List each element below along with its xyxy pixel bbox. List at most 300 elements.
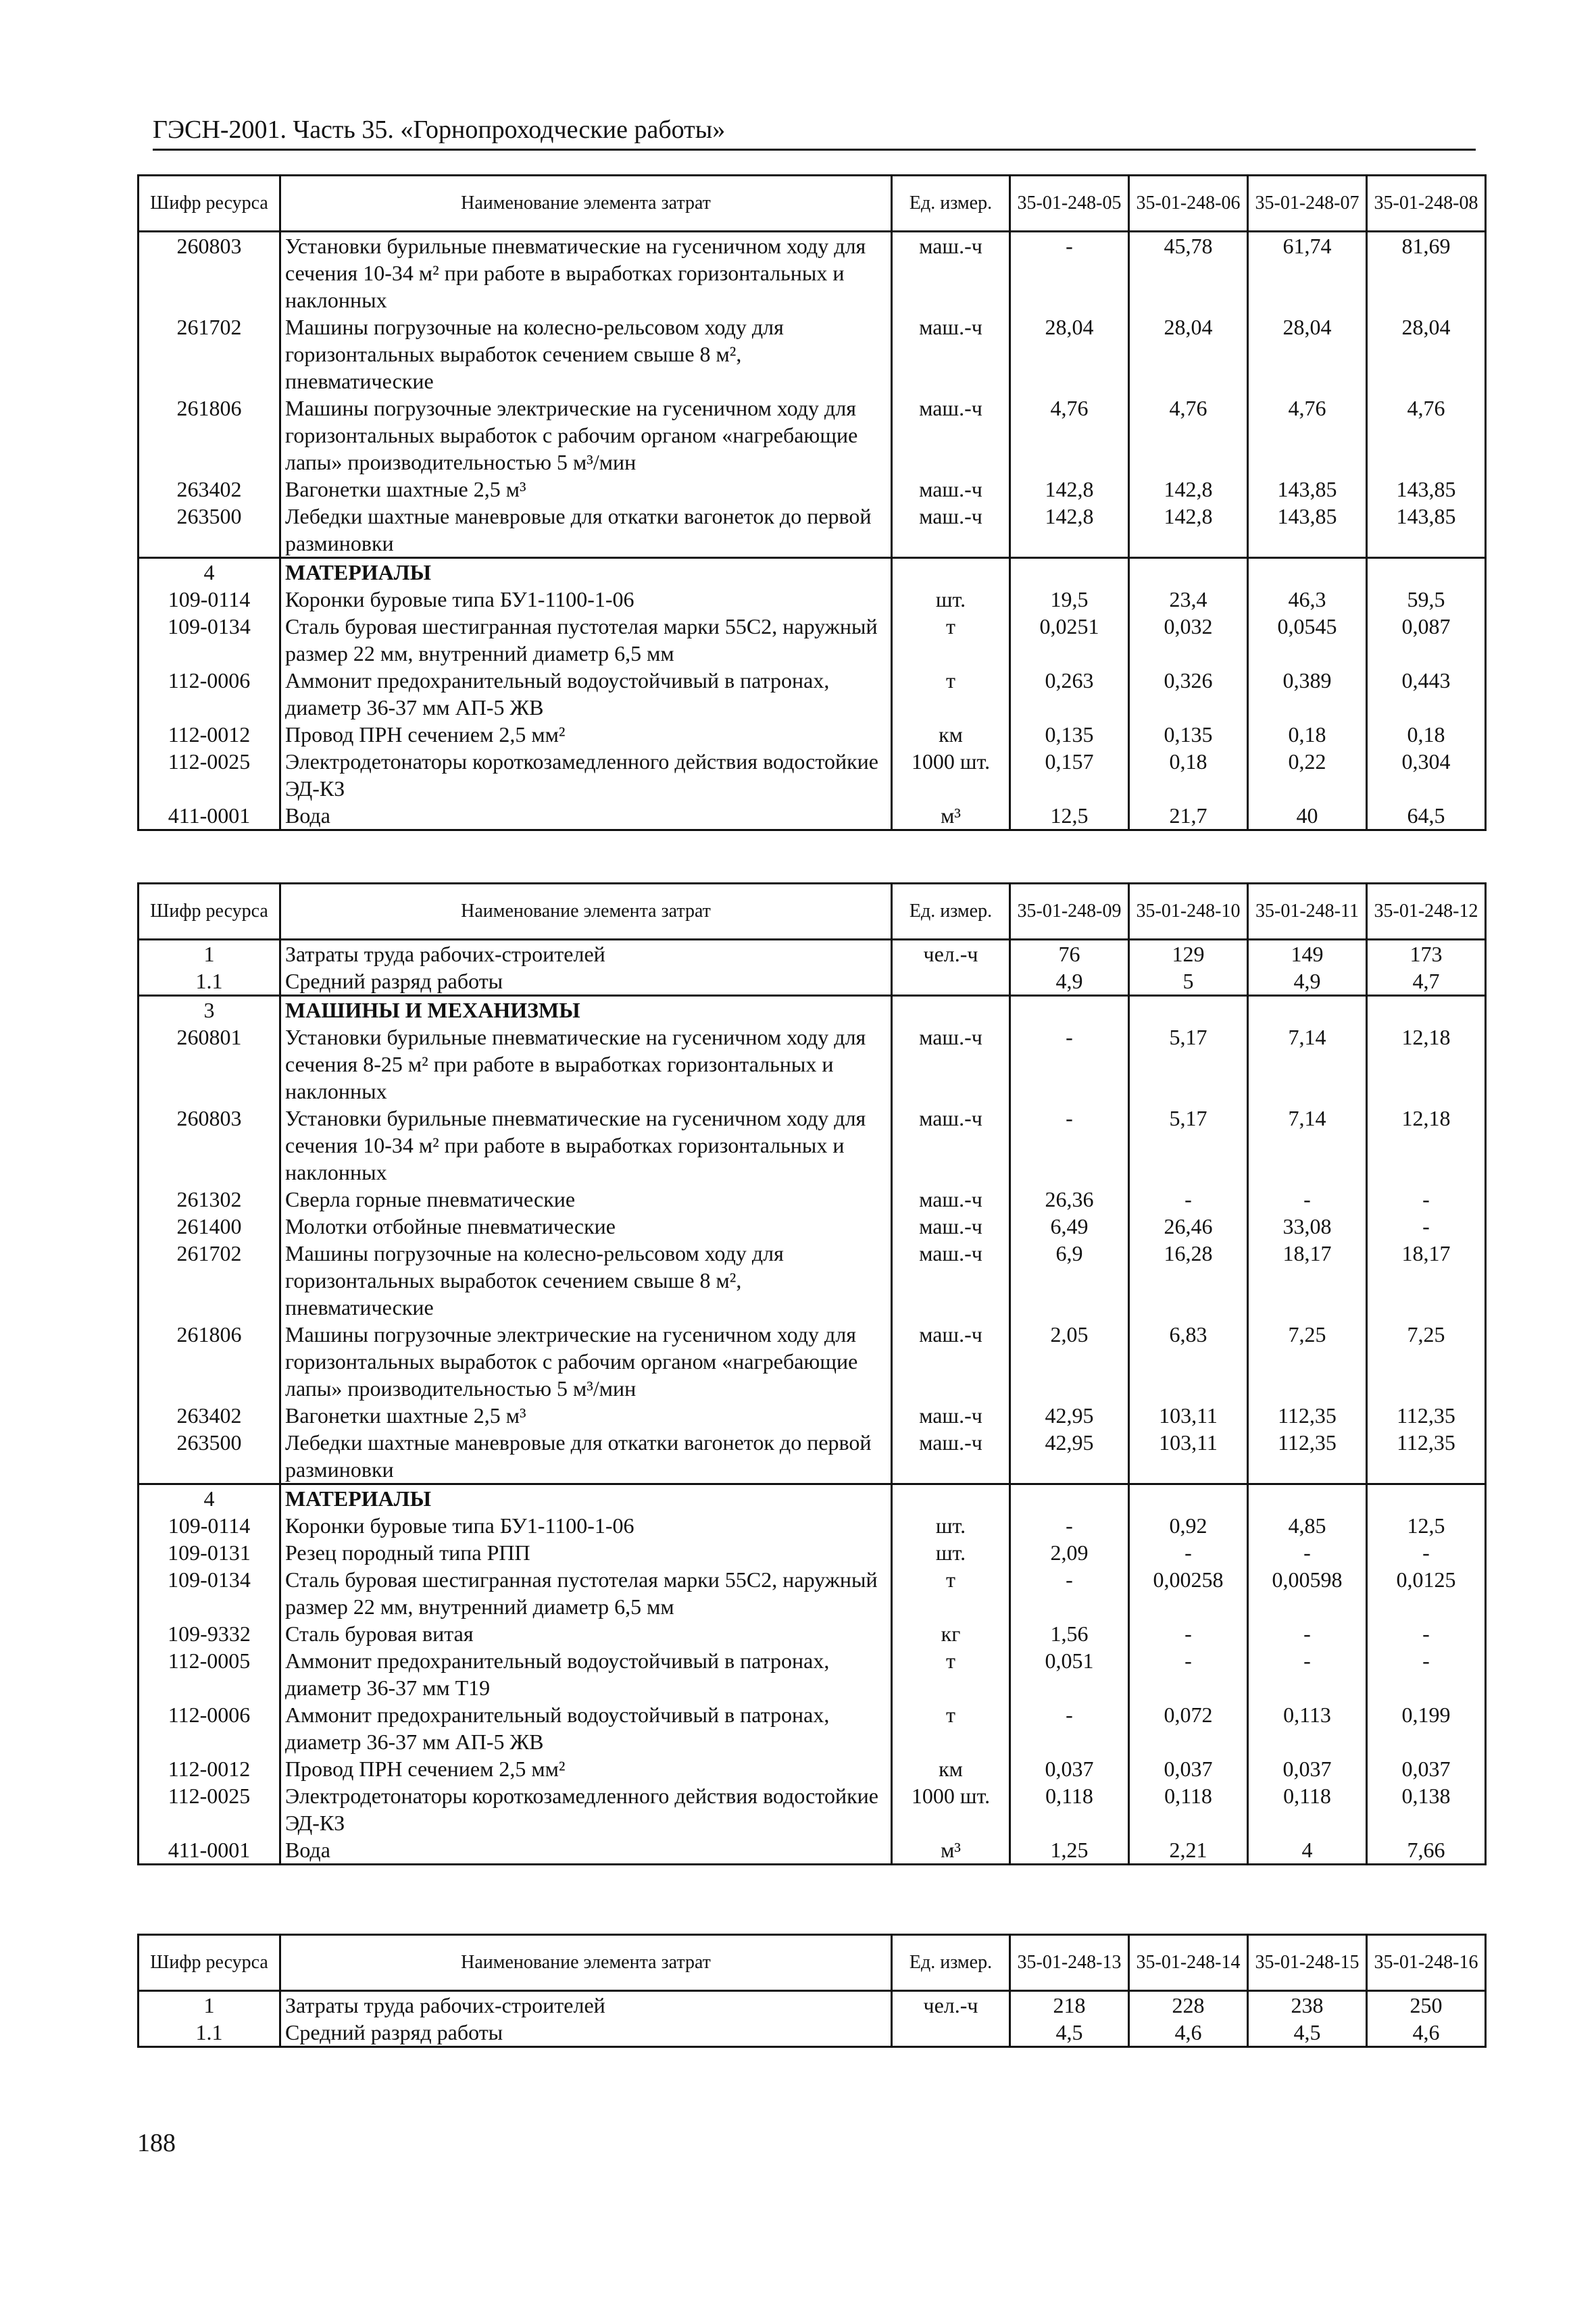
value-cell: 0,00258	[1129, 1566, 1248, 1620]
value-cell: 0,072	[1129, 1701, 1248, 1755]
value-cell: 19,5	[1010, 586, 1129, 613]
value-cell: 0,18	[1129, 748, 1248, 802]
resource-code: 261702	[139, 1240, 280, 1321]
value-cell	[1367, 1484, 1486, 1513]
value-cell: -	[1367, 1647, 1486, 1701]
value-cell: 7,66	[1367, 1836, 1486, 1865]
section-title: МАШИНЫ И МЕХАНИЗМЫ	[280, 996, 892, 1024]
header-norm-code: 35-01-248-10	[1129, 884, 1248, 940]
table-row	[139, 721, 1486, 748]
unit-cell: т	[892, 1701, 1010, 1755]
value-cell: 0,113	[1248, 1701, 1367, 1755]
resource-name: Электродетонаторы короткозамедленного действия водостойкие ЭД-КЗ	[280, 748, 892, 802]
unit-cell: чел.-ч	[892, 940, 1010, 968]
resource-code: 260801	[139, 1024, 280, 1105]
value-cell: 28,04	[1248, 313, 1367, 395]
value-cell: 143,85	[1367, 503, 1486, 558]
resource-name: Установки бурильные пневматические на гусеничном ходу для сечения 10-34 м² при работе в выработках горизонтальных и наклонных	[280, 1105, 892, 1186]
resource-name: Лебедки шахтные маневровые для откатки вагонеток до первой разминовки	[280, 1429, 892, 1484]
resource-name: Аммонит предохранительный водоустойчивый в патронах, диаметр 36-37 мм АП-5 ЖВ	[280, 667, 892, 721]
value-cell: 1,25	[1010, 1836, 1129, 1865]
resource-code: 112-0025	[139, 1782, 280, 1836]
resource-name: Вагонетки шахтные 2,5 м³	[280, 1402, 892, 1429]
value-cell: 4,5	[1248, 2019, 1367, 2047]
unit-cell: шт.	[892, 1512, 1010, 1539]
value-cell	[1248, 996, 1367, 1024]
value-cell: -	[1010, 1512, 1129, 1539]
value-cell: 4,7	[1367, 967, 1486, 996]
resource-name: Затраты труда рабочих-строителей	[280, 940, 892, 968]
value-cell: 112,35	[1248, 1429, 1367, 1484]
table-row	[139, 1186, 1486, 1213]
value-cell: 0,199	[1367, 1701, 1486, 1755]
resource-code: 261302	[139, 1186, 280, 1213]
value-cell	[1129, 558, 1248, 586]
resource-table-2	[137, 882, 1487, 1865]
value-cell: 2,09	[1010, 1539, 1129, 1566]
unit-cell	[892, 558, 1010, 586]
table-row	[139, 967, 1486, 996]
table-header-row	[139, 176, 1486, 232]
resource-code: 4	[139, 1484, 280, 1513]
resource-name: Аммонит предохранительный водоустойчивый в патронах, диаметр 36-37 мм АП-5 ЖВ	[280, 1701, 892, 1755]
value-cell: 59,5	[1367, 586, 1486, 613]
value-cell: 7,14	[1248, 1105, 1367, 1186]
value-cell: 4,76	[1367, 395, 1486, 476]
value-cell: -	[1010, 232, 1129, 314]
value-cell: -	[1010, 1105, 1129, 1186]
value-cell: 0,304	[1367, 748, 1486, 802]
unit-cell: маш.-ч	[892, 1429, 1010, 1484]
header-code: Шифр ресурса	[139, 1935, 280, 1991]
value-cell: 5,17	[1129, 1105, 1248, 1186]
resource-name: Машины погрузочные на колесно-рельсовом ходу для горизонтальных выработок сечением свыше 8 м², пневматические	[280, 1240, 892, 1321]
resource-code: 1	[139, 940, 280, 968]
value-cell: 103,11	[1129, 1429, 1248, 1484]
table-row	[139, 1539, 1486, 1566]
resource-code: 263402	[139, 476, 280, 503]
value-cell: 0,037	[1367, 1755, 1486, 1782]
unit-cell: км	[892, 1755, 1010, 1782]
unit-cell: 1000 шт.	[892, 748, 1010, 802]
unit-cell: т	[892, 613, 1010, 667]
unit-cell: шт.	[892, 586, 1010, 613]
value-cell: 2,21	[1129, 1836, 1248, 1865]
value-cell: 6,83	[1129, 1321, 1248, 1402]
table-row	[139, 313, 1486, 395]
resource-name: Средний разряд работы	[280, 2019, 892, 2047]
header-norm-code: 35-01-248-12	[1367, 884, 1486, 940]
value-cell: 0,443	[1367, 667, 1486, 721]
unit-cell: т	[892, 667, 1010, 721]
value-cell: 112,35	[1367, 1429, 1486, 1484]
value-cell: 18,17	[1367, 1240, 1486, 1321]
resource-code: 112-0025	[139, 748, 280, 802]
value-cell: 142,8	[1010, 476, 1129, 503]
unit-cell: маш.-ч	[892, 313, 1010, 395]
table-row	[139, 613, 1486, 667]
value-cell: 0,0125	[1367, 1566, 1486, 1620]
value-cell: 238	[1248, 1991, 1367, 2019]
value-cell: 0,18	[1248, 721, 1367, 748]
value-cell: -	[1129, 1647, 1248, 1701]
table-row	[139, 586, 1486, 613]
value-cell: 0,92	[1129, 1512, 1248, 1539]
header-unit: Ед. измер.	[892, 1935, 1010, 1991]
header-unit: Ед. измер.	[892, 884, 1010, 940]
value-cell: 0,087	[1367, 613, 1486, 667]
resource-name: Лебедки шахтные маневровые для откатки вагонеток до первой разминовки	[280, 503, 892, 558]
resource-code: 109-0114	[139, 586, 280, 613]
header-name: Наименование элемента затрат	[280, 884, 892, 940]
resource-name: Провод ПРН сечением 2,5 мм²	[280, 1755, 892, 1782]
value-cell: 173	[1367, 940, 1486, 968]
resource-code: 1.1	[139, 967, 280, 996]
value-cell: 0,037	[1248, 1755, 1367, 1782]
value-cell: 129	[1129, 940, 1248, 968]
value-cell	[1248, 1484, 1367, 1513]
value-cell: 228	[1129, 1991, 1248, 2019]
value-cell: 143,85	[1248, 503, 1367, 558]
value-cell: 0,22	[1248, 748, 1367, 802]
section-row	[139, 558, 1486, 586]
value-cell: 46,3	[1248, 586, 1367, 613]
resource-name: Сверла горные пневматические	[280, 1186, 892, 1213]
resource-code: 112-0012	[139, 1755, 280, 1782]
value-cell: 218	[1010, 1991, 1129, 2019]
value-cell: -	[1248, 1620, 1367, 1647]
value-cell: 4	[1248, 1836, 1367, 1865]
value-cell: -	[1248, 1647, 1367, 1701]
resource-name: Аммонит предохранительный водоустойчивый в патронах, диаметр 36-37 мм Т19	[280, 1647, 892, 1701]
value-cell	[1129, 1484, 1248, 1513]
value-cell: 28,04	[1367, 313, 1486, 395]
resource-code: 1.1	[139, 2019, 280, 2047]
unit-cell: т	[892, 1566, 1010, 1620]
value-cell	[1129, 996, 1248, 1024]
table-row	[139, 1836, 1486, 1865]
table-row	[139, 1402, 1486, 1429]
resource-name: Вода	[280, 802, 892, 830]
value-cell: 143,85	[1367, 476, 1486, 503]
table-row	[139, 1755, 1486, 1782]
value-cell: 64,5	[1367, 802, 1486, 830]
value-cell: 0,263	[1010, 667, 1129, 721]
resource-name: Машины погрузочные электрические на гусеничном ходу для горизонтальных выработок с рабочим органом «нагребающие лапы» производительностью 5 м³/мин	[280, 1321, 892, 1402]
table-header-row	[139, 884, 1486, 940]
resource-name: Вагонетки шахтные 2,5 м³	[280, 476, 892, 503]
unit-cell: маш.-ч	[892, 395, 1010, 476]
value-cell: -	[1248, 1539, 1367, 1566]
resource-code: 109-0131	[139, 1539, 280, 1566]
unit-cell	[892, 967, 1010, 996]
table-row	[139, 1213, 1486, 1240]
table-row	[139, 1024, 1486, 1105]
value-cell: 12,5	[1367, 1512, 1486, 1539]
value-cell: 7,25	[1367, 1321, 1486, 1402]
value-cell: 0,037	[1129, 1755, 1248, 1782]
value-cell: 28,04	[1129, 313, 1248, 395]
unit-cell: маш.-ч	[892, 1105, 1010, 1186]
header-name: Наименование элемента затрат	[280, 176, 892, 232]
resource-code: 112-0012	[139, 721, 280, 748]
header-norm-code: 35-01-248-15	[1248, 1935, 1367, 1991]
page-number: 188	[137, 2129, 176, 2157]
resource-code: 263402	[139, 1402, 280, 1429]
value-cell: 12,18	[1367, 1024, 1486, 1105]
resource-name: Установки бурильные пневматические на гусеничном ходу для сечения 10-34 м² при работе в выработках горизонтальных и наклонных	[280, 232, 892, 314]
value-cell: 142,8	[1010, 503, 1129, 558]
value-cell: 12,5	[1010, 802, 1129, 830]
table-row	[139, 1429, 1486, 1484]
value-cell: -	[1129, 1186, 1248, 1213]
unit-cell: маш.-ч	[892, 1402, 1010, 1429]
table-row	[139, 940, 1486, 968]
value-cell: -	[1010, 1701, 1129, 1755]
resource-name: Машины погрузочные электрические на гусеничном ходу для горизонтальных выработок с рабочим органом «нагребающие лапы» производительностью 5 м³/мин	[280, 395, 892, 476]
unit-cell: кг	[892, 1620, 1010, 1647]
header-norm-code: 35-01-248-07	[1248, 176, 1367, 232]
resource-name: Затраты труда рабочих-строителей	[280, 1991, 892, 2019]
table-row	[139, 1782, 1486, 1836]
value-cell	[1010, 996, 1129, 1024]
value-cell: 0,157	[1010, 748, 1129, 802]
value-cell: -	[1010, 1024, 1129, 1105]
table-row	[139, 1701, 1486, 1755]
unit-cell: маш.-ч	[892, 476, 1010, 503]
resource-code: 4	[139, 558, 280, 586]
value-cell: 4,76	[1129, 395, 1248, 476]
table-row	[139, 802, 1486, 830]
value-cell: 4,9	[1010, 967, 1129, 996]
value-cell: 5,17	[1129, 1024, 1248, 1105]
section-title: МАТЕРИАЛЫ	[280, 558, 892, 586]
value-cell: 4,5	[1010, 2019, 1129, 2047]
page-header: ГЭСН-2001. Часть 35. «Горнопроходческие работы»	[153, 115, 1476, 151]
value-cell: 0,118	[1010, 1782, 1129, 1836]
resource-name: Вода	[280, 1836, 892, 1865]
value-cell: 0,00598	[1248, 1566, 1367, 1620]
value-cell: -	[1367, 1186, 1486, 1213]
resource-name: Машины погрузочные на колесно-рельсовом ходу для горизонтальных выработок сечением свыше 8 м², пневматические	[280, 313, 892, 395]
resource-code: 261806	[139, 395, 280, 476]
unit-cell: маш.-ч	[892, 503, 1010, 558]
value-cell: 45,78	[1129, 232, 1248, 314]
value-cell: 0,0251	[1010, 613, 1129, 667]
resource-name: Сталь буровая шестигранная пустотелая марки 55С2, наружный размер 22 мм, внутренний диаметр 6,5 мм	[280, 613, 892, 667]
value-cell: 40	[1248, 802, 1367, 830]
resource-code: 109-0114	[139, 1512, 280, 1539]
value-cell: 0,389	[1248, 667, 1367, 721]
value-cell: 4,6	[1367, 2019, 1486, 2047]
value-cell: 0,326	[1129, 667, 1248, 721]
section-row	[139, 1484, 1486, 1513]
unit-cell: шт.	[892, 1539, 1010, 1566]
value-cell: 0,135	[1129, 721, 1248, 748]
resource-code: 109-9332	[139, 1620, 280, 1647]
unit-cell	[892, 1484, 1010, 1513]
resource-code: 260803	[139, 232, 280, 314]
value-cell: 12,18	[1367, 1105, 1486, 1186]
value-cell: -	[1367, 1539, 1486, 1566]
value-cell: 142,8	[1129, 476, 1248, 503]
value-cell: 61,74	[1248, 232, 1367, 314]
table-row	[139, 1566, 1486, 1620]
resource-code: 1	[139, 1991, 280, 2019]
value-cell: 1,56	[1010, 1620, 1129, 1647]
header-code: Шифр ресурса	[139, 884, 280, 940]
value-cell: 5	[1129, 967, 1248, 996]
value-cell: 250	[1367, 1991, 1486, 2019]
table-row	[139, 476, 1486, 503]
resource-name: Установки бурильные пневматические на гусеничном ходу для сечения 8-25 м² при работе в выработках горизонтальных и наклонных	[280, 1024, 892, 1105]
resource-code: 3	[139, 996, 280, 1024]
resource-code: 109-0134	[139, 613, 280, 667]
resource-name: Электродетонаторы короткозамедленного действия водостойкие ЭД-КЗ	[280, 1782, 892, 1836]
value-cell: 149	[1248, 940, 1367, 968]
resource-code: 261806	[139, 1321, 280, 1402]
value-cell: 0,037	[1010, 1755, 1129, 1782]
table-row	[139, 232, 1486, 314]
unit-cell: маш.-ч	[892, 1240, 1010, 1321]
table-row	[139, 667, 1486, 721]
table-header-row	[139, 1935, 1486, 1991]
resource-name: Коронки буровые типа БУ1-1100-1-06	[280, 586, 892, 613]
section-row	[139, 996, 1486, 1024]
resource-code: 112-0005	[139, 1647, 280, 1701]
value-cell: 0,18	[1367, 721, 1486, 748]
value-cell: 103,11	[1129, 1402, 1248, 1429]
value-cell	[1010, 1484, 1129, 1513]
value-cell: -	[1248, 1186, 1367, 1213]
table-row	[139, 503, 1486, 558]
value-cell: 142,8	[1129, 503, 1248, 558]
resource-code: 260803	[139, 1105, 280, 1186]
value-cell: 4,85	[1248, 1512, 1367, 1539]
value-cell: -	[1010, 1566, 1129, 1620]
value-cell: 23,4	[1129, 586, 1248, 613]
value-cell: 4,9	[1248, 967, 1367, 996]
header-norm-code: 35-01-248-09	[1010, 884, 1129, 940]
value-cell: 6,9	[1010, 1240, 1129, 1321]
unit-cell: маш.-ч	[892, 1024, 1010, 1105]
resource-name: Провод ПРН сечением 2,5 мм²	[280, 721, 892, 748]
value-cell: 28,04	[1010, 313, 1129, 395]
value-cell: 76	[1010, 940, 1129, 968]
value-cell: 6,49	[1010, 1213, 1129, 1240]
resource-code: 112-0006	[139, 667, 280, 721]
value-cell: 0,135	[1010, 721, 1129, 748]
value-cell: 0,051	[1010, 1647, 1129, 1701]
value-cell: 7,14	[1248, 1024, 1367, 1105]
resource-table-3	[137, 1934, 1487, 2048]
header-norm-code: 35-01-248-08	[1367, 176, 1486, 232]
value-cell: 112,35	[1248, 1402, 1367, 1429]
header-norm-code: 35-01-248-06	[1129, 176, 1248, 232]
value-cell: 2,05	[1010, 1321, 1129, 1402]
resource-name: Средний разряд работы	[280, 967, 892, 996]
value-cell: 26,46	[1129, 1213, 1248, 1240]
value-cell: 0,118	[1129, 1782, 1248, 1836]
unit-cell	[892, 996, 1010, 1024]
resource-code: 261400	[139, 1213, 280, 1240]
table-row	[139, 1647, 1486, 1701]
resource-code: 263500	[139, 503, 280, 558]
value-cell: -	[1367, 1213, 1486, 1240]
value-cell: 143,85	[1248, 476, 1367, 503]
unit-cell: маш.-ч	[892, 1321, 1010, 1402]
value-cell: 42,95	[1010, 1429, 1129, 1484]
value-cell: -	[1129, 1620, 1248, 1647]
header-name: Наименование элемента затрат	[280, 1935, 892, 1991]
value-cell: 0,032	[1129, 613, 1248, 667]
value-cell: 4,6	[1129, 2019, 1248, 2047]
header-norm-code: 35-01-248-11	[1248, 884, 1367, 940]
value-cell: 26,36	[1010, 1186, 1129, 1213]
resource-code: 263500	[139, 1429, 280, 1484]
section-title: МАТЕРИАЛЫ	[280, 1484, 892, 1513]
value-cell: 0,138	[1367, 1782, 1486, 1836]
header-norm-code: 35-01-248-13	[1010, 1935, 1129, 1991]
resource-code: 261702	[139, 313, 280, 395]
unit-cell: маш.-ч	[892, 1213, 1010, 1240]
table-row	[139, 2019, 1486, 2047]
unit-cell: 1000 шт.	[892, 1782, 1010, 1836]
resource-name: Молотки отбойные пневматические	[280, 1213, 892, 1240]
value-cell: 81,69	[1367, 232, 1486, 314]
resource-table-1	[137, 174, 1487, 831]
unit-cell: т	[892, 1647, 1010, 1701]
table-row	[139, 748, 1486, 802]
table-row	[139, 1512, 1486, 1539]
value-cell: 4,76	[1010, 395, 1129, 476]
resource-code: 112-0006	[139, 1701, 280, 1755]
table-row	[139, 1240, 1486, 1321]
value-cell: 7,25	[1248, 1321, 1367, 1402]
value-cell: 42,95	[1010, 1402, 1129, 1429]
header-code: Шифр ресурса	[139, 176, 280, 232]
unit-cell: м³	[892, 802, 1010, 830]
table-row	[139, 1105, 1486, 1186]
resource-name: Сталь буровая витая	[280, 1620, 892, 1647]
header-unit: Ед. измер.	[892, 176, 1010, 232]
resource-code: 109-0134	[139, 1566, 280, 1620]
value-cell	[1010, 558, 1129, 586]
table-row	[139, 1991, 1486, 2019]
value-cell: 18,17	[1248, 1240, 1367, 1321]
table-row	[139, 1620, 1486, 1647]
unit-cell: чел.-ч	[892, 1991, 1010, 2019]
resource-name: Резец породный типа РПП	[280, 1539, 892, 1566]
resource-code: 411-0001	[139, 802, 280, 830]
value-cell: 21,7	[1129, 802, 1248, 830]
value-cell	[1367, 996, 1486, 1024]
value-cell: 0,0545	[1248, 613, 1367, 667]
unit-cell: м³	[892, 1836, 1010, 1865]
header-norm-code: 35-01-248-14	[1129, 1935, 1248, 1991]
value-cell: 112,35	[1367, 1402, 1486, 1429]
unit-cell: маш.-ч	[892, 232, 1010, 314]
header-norm-code: 35-01-248-05	[1010, 176, 1129, 232]
resource-name: Коронки буровые типа БУ1-1100-1-06	[280, 1512, 892, 1539]
value-cell	[1367, 558, 1486, 586]
value-cell: -	[1129, 1539, 1248, 1566]
value-cell: -	[1367, 1620, 1486, 1647]
header-norm-code: 35-01-248-16	[1367, 1935, 1486, 1991]
value-cell: 16,28	[1129, 1240, 1248, 1321]
unit-cell: маш.-ч	[892, 1186, 1010, 1213]
value-cell	[1248, 558, 1367, 586]
